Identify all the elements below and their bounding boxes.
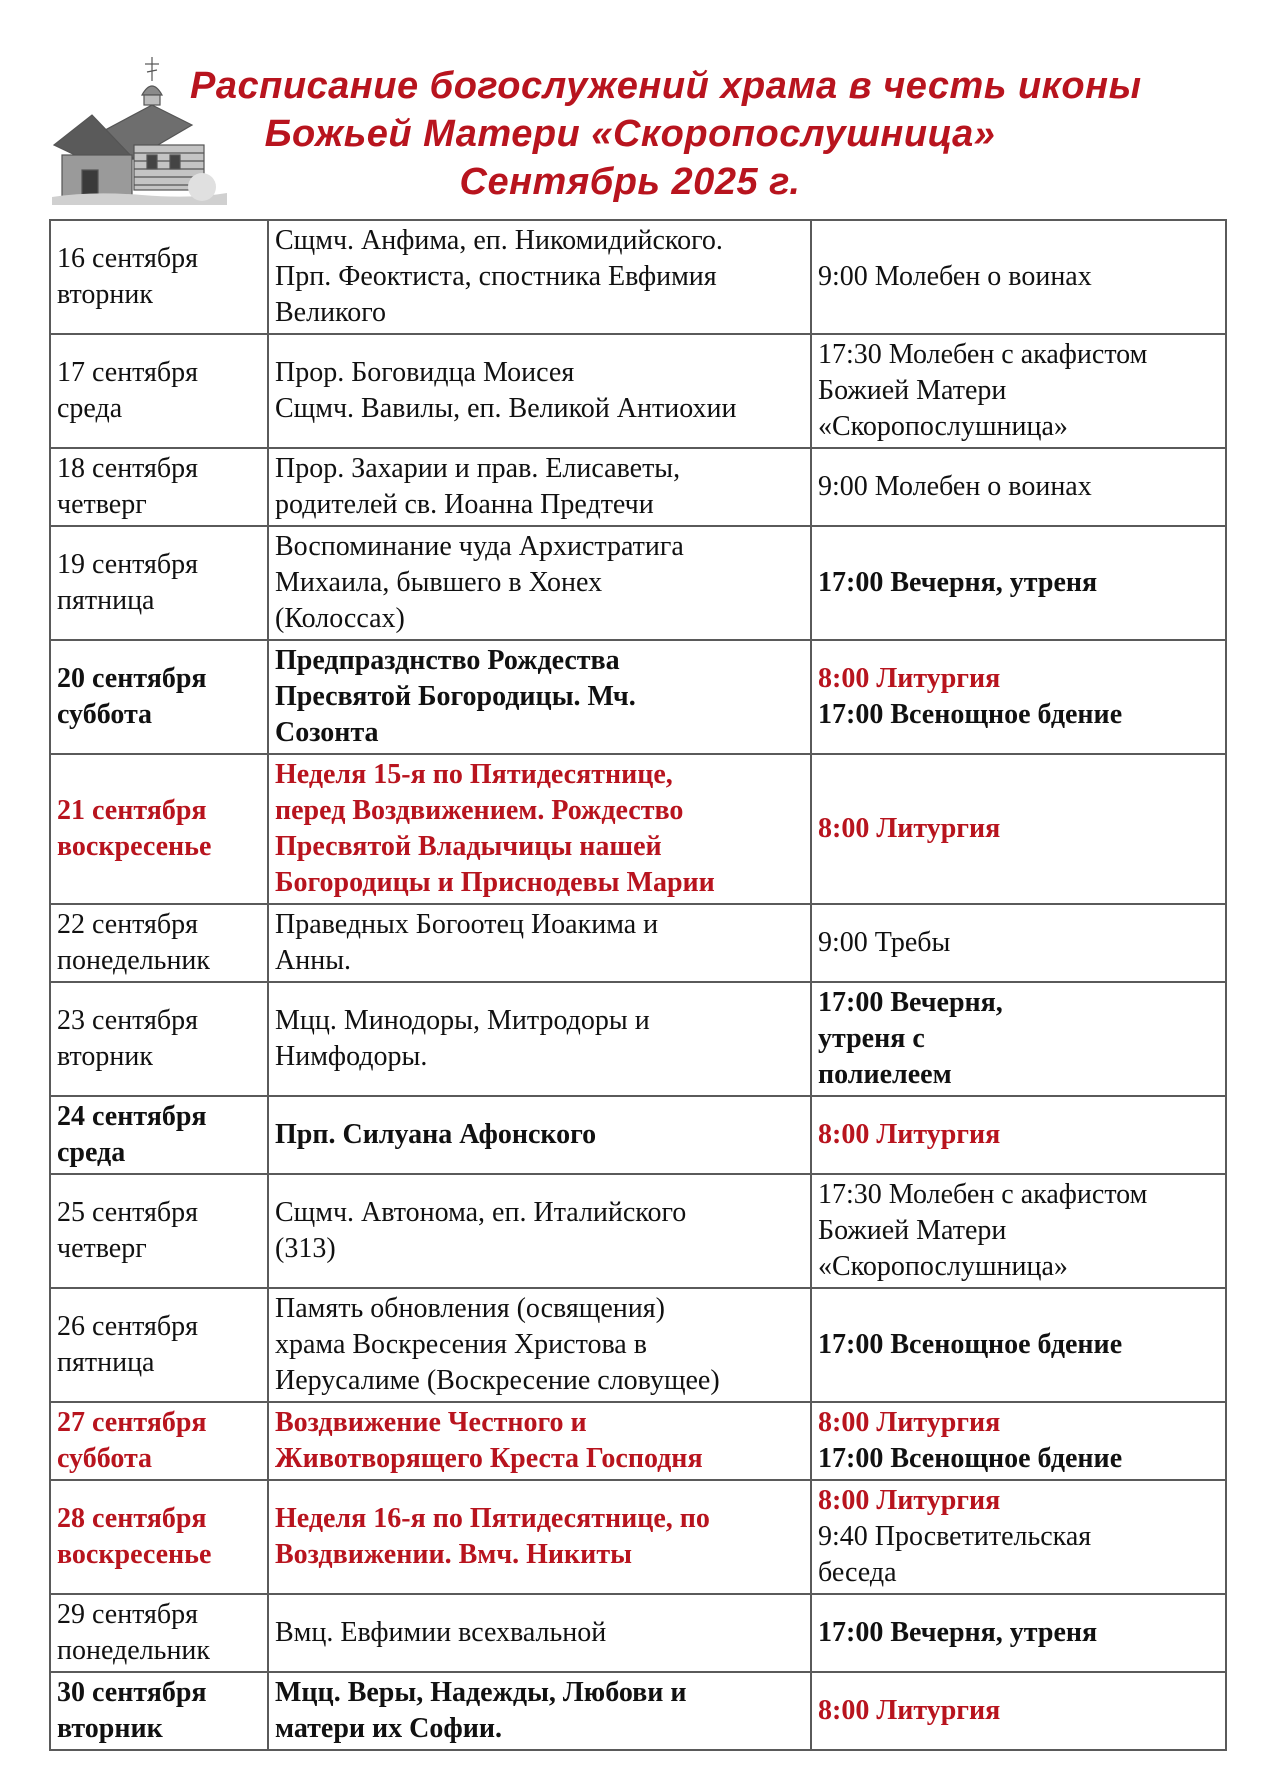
table-row bbox=[50, 448, 1226, 526]
service-cell: 17:00 Вечерня, утреня с полиелеем bbox=[811, 982, 1226, 1096]
table-row bbox=[50, 982, 1226, 1096]
service-cell: 9:00 Молебен о воинах bbox=[811, 220, 1226, 334]
service-liturgy: 8:00 Литургия bbox=[818, 1485, 1001, 1516]
feast-cell: Прор. Боговидца Моисея Сщмч. Вавилы, еп. Великой Антиохии bbox=[268, 334, 811, 448]
service-cell: 8:00 Литургия bbox=[811, 1096, 1226, 1174]
date-cell: 19 сентября пятница bbox=[50, 526, 268, 640]
date-cell: 29 сентября понедельник bbox=[50, 1594, 268, 1672]
schedule-table bbox=[49, 219, 1227, 1751]
feast-cell: Воздвижение Честного и Животворящего Креста Господня bbox=[268, 1402, 811, 1480]
table-row bbox=[50, 334, 1226, 448]
service-liturgy: 8:00 Литургия bbox=[818, 1407, 1001, 1438]
feast-cell: Неделя 16-я по Пятидесятнице, по Воздвижении. Вмч. Никиты bbox=[268, 1480, 811, 1594]
table-row bbox=[50, 1288, 1226, 1402]
date-cell: 26 сентября пятница bbox=[50, 1288, 268, 1402]
table-row bbox=[50, 526, 1226, 640]
feast-cell: Сщмч. Анфима, еп. Никомидийского. Прп. Феоктиста, спостника Евфимия Великого bbox=[268, 220, 811, 334]
feast-cell: Прор. Захарии и прав. Елисаветы, родителей св. Иоанна Предтечи bbox=[268, 448, 811, 526]
date-cell: 24 сентября среда bbox=[50, 1096, 268, 1174]
date-cell: 23 сентября вторник bbox=[50, 982, 268, 1096]
service-cell bbox=[811, 1480, 1226, 1594]
service-cell: 17:00 Вечерня, утреня bbox=[811, 526, 1226, 640]
date-cell: 30 сентября вторник bbox=[50, 1672, 268, 1750]
date-cell: 16 сентября вторник bbox=[50, 220, 268, 334]
service-cell bbox=[811, 640, 1226, 754]
service-evening: 17:00 Всенощное бдение bbox=[818, 1443, 1123, 1474]
service-cell: 9:00 Молебен о воинах bbox=[811, 448, 1226, 526]
date-cell: 20 сентября суббота bbox=[50, 640, 268, 754]
service-cell: 9:00 Требы bbox=[811, 904, 1226, 982]
service-cell: 17:00 Вечерня, утреня bbox=[811, 1594, 1226, 1672]
service-talk: 9:40 Просветительская беседа bbox=[818, 1521, 1092, 1588]
title-line: Божьей Матери «Скоропослушница» bbox=[264, 113, 996, 155]
date-cell: 21 сентября воскресенье bbox=[50, 754, 268, 904]
table-row bbox=[50, 1480, 1226, 1594]
feast-cell: Мцц. Минодоры, Митродоры и Нимфодоры. bbox=[268, 982, 811, 1096]
service-cell: 17:00 Всенощное бдение bbox=[811, 1288, 1226, 1402]
table-row bbox=[50, 220, 1226, 334]
date-cell: 27 сентября суббота bbox=[50, 1402, 268, 1480]
date-cell: 25 сентября четверг bbox=[50, 1174, 268, 1288]
date-cell: 22 сентября понедельник bbox=[50, 904, 268, 982]
title-line: Сентябрь 2025 г. bbox=[459, 161, 801, 203]
table-row bbox=[50, 1402, 1226, 1480]
date-cell: 17 сентября среда bbox=[50, 334, 268, 448]
title-line: Расписание богослужений храма в честь иконы bbox=[190, 65, 1142, 107]
feast-cell: Мцц. Веры, Надежды, Любови и матери их Софии. bbox=[268, 1672, 811, 1750]
service-evening: 17:00 Всенощное бдение bbox=[818, 699, 1123, 730]
table-row bbox=[50, 1594, 1226, 1672]
service-cell: 17:30 Молебен с акафистом Божией Матери «Скоропослушница» bbox=[811, 1174, 1226, 1288]
feast-cell: Память обновления (освящения) храма Воскресения Христова в Иерусалиме (Воскресение словущее) bbox=[268, 1288, 811, 1402]
header bbox=[0, 0, 1278, 212]
feast-cell: Воспоминание чуда Архистратига Михаила, бывшего в Хонех (Колоссах) bbox=[268, 526, 811, 640]
date-cell: 28 сентября воскресенье bbox=[50, 1480, 268, 1594]
feast-cell: Предпразднство Рождества Пресвятой Богородицы. Мч. Созонта bbox=[268, 640, 811, 754]
table-row bbox=[50, 904, 1226, 982]
feast-cell: Вмц. Евфимии всехвальной bbox=[268, 1594, 811, 1672]
service-cell: 17:30 Молебен с акафистом Божией Матери «Скоропослушница» bbox=[811, 334, 1226, 448]
feast-cell: Праведных Богоотец Иоакима и Анны. bbox=[268, 904, 811, 982]
page-title bbox=[190, 62, 1142, 206]
service-cell: 8:00 Литургия bbox=[811, 1672, 1226, 1750]
table-row bbox=[50, 1672, 1226, 1750]
table-row bbox=[50, 640, 1226, 754]
feast-cell: Неделя 15-я по Пятидесятнице, перед Воздвижением. Рождество Пресвятой Владычицы нашей Богородицы и Приснодевы Марии bbox=[268, 754, 811, 904]
table-row bbox=[50, 754, 1226, 904]
feast-cell: Сщмч. Автонома, еп. Италийского (313) bbox=[268, 1174, 811, 1288]
table-row bbox=[50, 1174, 1226, 1288]
service-cell bbox=[811, 1402, 1226, 1480]
service-liturgy: 8:00 Литургия bbox=[818, 663, 1001, 694]
feast-cell: Прп. Силуана Афонского bbox=[268, 1096, 811, 1174]
table-row bbox=[50, 1096, 1226, 1174]
service-cell: 8:00 Литургия bbox=[811, 754, 1226, 904]
date-cell: 18 сентября четверг bbox=[50, 448, 268, 526]
